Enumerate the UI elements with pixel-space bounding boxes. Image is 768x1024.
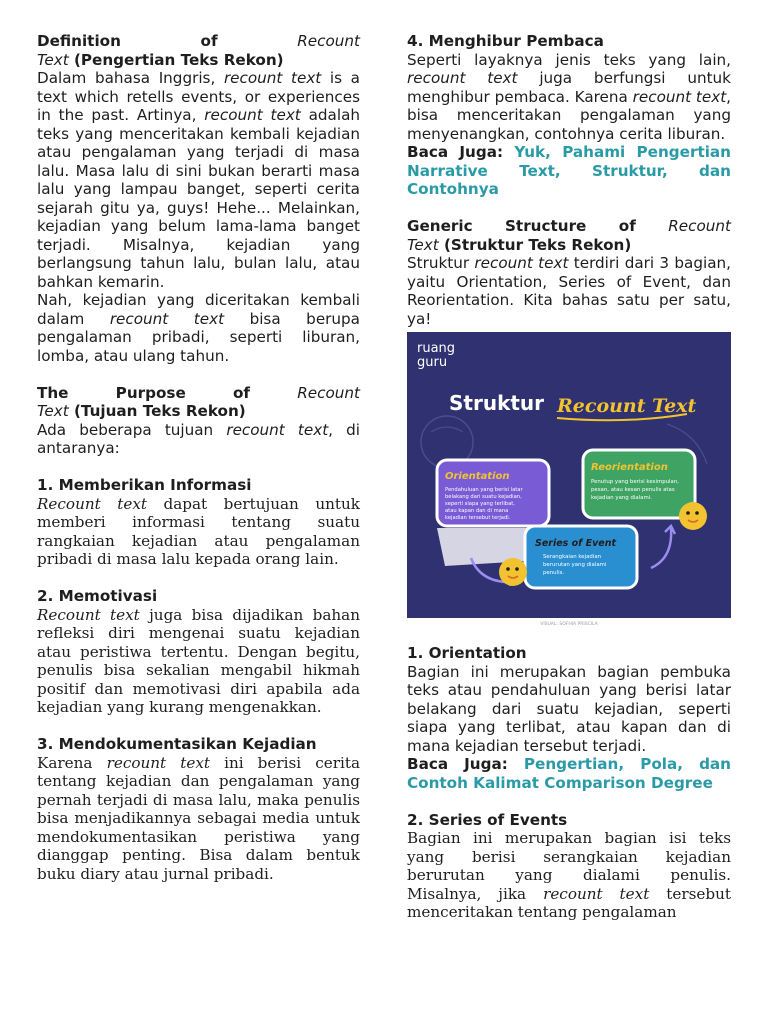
infographic-title-a: Struktur — [449, 391, 545, 415]
structure-infographic — [407, 332, 731, 628]
logo-line-1: ruang — [417, 341, 456, 356]
baca-juga-1-link[interactable]: Yuk, Pahami Pengertian Narrative Text, Struktur, dan Contohnya — [407, 143, 731, 198]
purpose-2-heading: 2. Memotivasi — [37, 587, 158, 605]
purpose-2-text: Recount text juga bisa dijadikan bahan refleksi diri mengenai suatu kejadian atau peristiwa tertentu. Dengan begitu, penulis bisa sekalian mengabil hikmah positif dan memotivasi diri apabila ada kejadian yang kurang mengenakkan. — [37, 605, 360, 716]
structure-intro: Struktur recount text terdiri dari 3 bagian, yaitu Orientation, Series of Event, dan Reorientation. Kita bahas satu per satu, ya! — [407, 254, 731, 328]
orientation-line-2: belakang dari suatu kejadian, — [445, 494, 522, 500]
structure-heading: Generic Structure of Recount — [407, 217, 731, 235]
infographic-credit: VISUAL: SOFHIA PRISCILA — [540, 622, 598, 627]
mascot-right-icon — [679, 502, 707, 530]
left-column — [37, 32, 360, 883]
purpose-1-heading: 1. Memberikan Informasi — [37, 476, 252, 494]
mascot-left-icon — [499, 558, 527, 586]
reorientation-card — [583, 450, 695, 518]
reorientation-title: Reorientation — [591, 462, 668, 473]
series-title: Series of Event — [535, 538, 617, 549]
orientation-text: Bagian ini merupakan bagian pembuka teks atau pendahuluan yang berisi latar belakang dari suatu kejadian, seperti siapa yang terlibat, atau kapan dan di mana kejadian tersebut terjadi. — [407, 662, 731, 755]
definition-paragraph-2: Nah, kejadian yang diceritakan kembali dalam recount text bisa berupa pengalaman pribadi, seperti liburan, lomba, atau ulang tahun. — [37, 291, 360, 365]
definition-paragraph-1: Dalam bahasa Inggris, recount text is a text which retells events, or experiences in the past. Artinya, recount text adalah teks yang menceritakan kembali kejadian atau pengalaman yang terjadi di masa lalu. Masa lalu di sini bukan berarti masa lalu yang lampau banget, seperti cerita sejarah gitu ya, guys! Hehe... Melainkan, kejadian yang belum lama-lama banget terjadi. Misalnya, kejadian yang berlangsung tahun lalu, bulan lalu, atau bahkan kemarin. — [37, 69, 361, 291]
definition-heading-cont: Text (Pengertian Teks Rekon) — [37, 50, 284, 69]
series-line-2: berurutan yang dialami — [543, 562, 607, 568]
reorientation-line-2: pesan, atau kesan penulis atas — [591, 487, 675, 493]
series-line-3: penulis. — [543, 570, 565, 576]
orientation-line-4: atau kapan dan di mana — [445, 508, 509, 514]
series-text: Bagian ini merupakan bagian isi teks yang berisi serangkaian kejadian berurutan yang dialami penulis. Misalnya, jika recount text tersebut menceritakan tentang pengalaman — [407, 829, 732, 921]
purpose-heading-cont: Text (Tujuan Teks Rekon) — [37, 402, 246, 420]
reorientation-line-3: kejadian yang dialami. — [591, 495, 652, 501]
right-column — [407, 32, 731, 922]
purpose-4-heading: 4. Menghibur Pembaca — [407, 32, 604, 50]
baca-juga-2-link[interactable]: Pengertian, Pola, dan Contoh Kalimat Comparison Degree — [407, 755, 731, 792]
definition-heading: Definition of Recount — [37, 32, 360, 50]
series-line-1: Serangkaian kejadian — [543, 554, 602, 560]
purpose-intro: Ada beberapa tujuan recount text, di antaranya: — [37, 420, 360, 457]
infographic-title-b: Recount Text — [557, 395, 697, 417]
purpose-4-text: Seperti layaknya jenis teks yang lain, recount text juga berfungsi untuk menghibur pembaca. Karena recount text, bisa menceritakan pengalaman yang menyenangkan, contohnya cerita liburan. — [407, 50, 731, 143]
orientation-card — [437, 460, 549, 526]
structure-heading-cont: Text (Struktur Teks Rekon) — [407, 235, 632, 254]
orientation-line-1: Pendahuluan yang berisi latar — [445, 487, 523, 493]
purpose-3-heading: 3. Mendokumentasikan Kejadian — [37, 735, 317, 753]
orientation-line-5: kejadian tersebut terjadi. — [445, 515, 511, 521]
orientation-title: Orientation — [445, 471, 510, 482]
purpose-1-text: Recount text dapat bertujuan untuk memberi informasi tentang suatu rangkaian kejadian atau pengalaman pribadi di masa lalu kepada orang lain. — [37, 494, 360, 568]
logo-line-2: guru — [417, 355, 448, 370]
series-of-event-card — [525, 526, 637, 588]
baca-juga-1: Baca Juga: Yuk, Pahami Pengertian Narrative Text, Struktur, dan Contohnya — [407, 143, 731, 198]
reorientation-line-1: Penutup yang berisi kesimpulan, — [591, 479, 679, 485]
series-heading: 2. Series of Events — [407, 810, 568, 829]
baca-juga-2: Baca Juga: Pengertian, Pola, dan Contoh Kalimat Comparison Degree — [407, 755, 731, 792]
purpose-3-text: Karena recount text ini berisi cerita tentang kejadian dan pengalaman yang pernah terjadi di masa lalu, maka penulis bisa menjadikannya sebagai media untuk mendokumentasikan peristiwa yang dianggap penting. Bisa dalam bentuk buku diary atau jurnal pribadi. — [37, 753, 361, 883]
orientation-heading: 1. Orientation — [407, 644, 527, 662]
purpose-heading: The Purpose of Recount — [37, 383, 360, 402]
orientation-line-3: seperti siapa yang terlibat, — [445, 501, 515, 507]
